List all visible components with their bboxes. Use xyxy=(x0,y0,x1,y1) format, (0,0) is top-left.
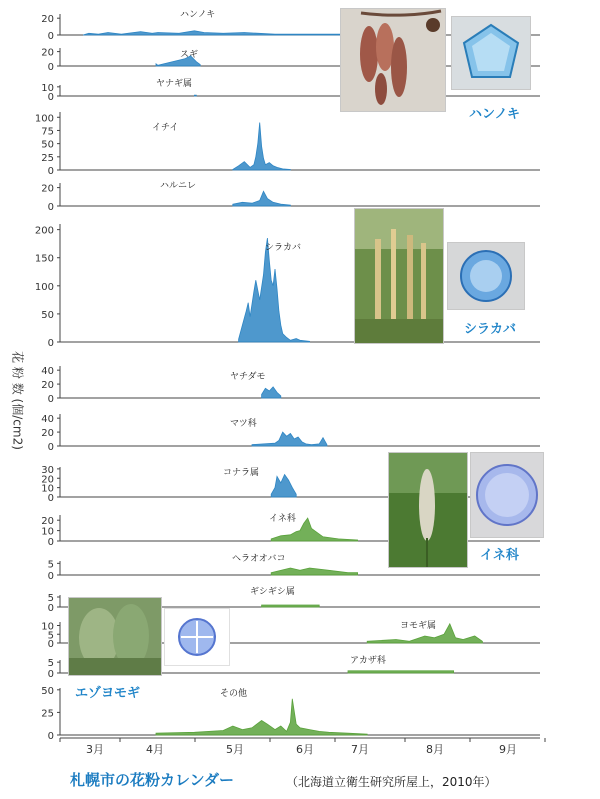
y-tick-label: 20 xyxy=(41,428,54,440)
grass-label: イネ科 xyxy=(480,548,519,563)
y-tick-label: 100 xyxy=(34,113,54,125)
grass-pollen-photo xyxy=(470,452,544,538)
y-tick-label: 20 xyxy=(41,47,54,59)
series-label: イネ科 xyxy=(269,514,296,524)
month-label: 9月 xyxy=(499,743,517,756)
y-tick-label: 50 xyxy=(41,685,54,697)
y-tick-label: 20 xyxy=(41,183,54,195)
y-tick-label: 0 xyxy=(47,571,54,582)
series-label: スギ xyxy=(180,50,199,60)
mugwort-pollen-photo xyxy=(164,608,230,666)
series-area xyxy=(262,387,281,398)
panel-7 xyxy=(41,414,540,453)
month-label: 3月 xyxy=(86,743,104,756)
panel-3 xyxy=(35,112,540,177)
series-label: マツ科 xyxy=(230,419,257,429)
series-label: ヤチダモ xyxy=(230,372,266,382)
birch-label: シラカバ xyxy=(464,322,517,337)
y-tick-label: 50 xyxy=(41,139,54,151)
y-tick-label: 20 xyxy=(41,516,54,528)
y-tick-label: 0 xyxy=(47,394,54,405)
series-label: アカザ科 xyxy=(350,656,386,666)
y-tick-label: 25 xyxy=(41,152,54,164)
y-tick-label: 0 xyxy=(47,442,54,453)
alder-catkin-photo xyxy=(340,8,446,112)
series-label: ヨモギ属 xyxy=(400,621,437,631)
series-label: コナラ属 xyxy=(223,468,260,478)
y-tick-label: 0 xyxy=(47,731,54,742)
y-tick-label: 0 xyxy=(47,202,54,213)
y-tick-label: 5 xyxy=(47,630,54,642)
month-label: 7月 xyxy=(351,743,369,756)
series-label: イチイ xyxy=(152,123,179,133)
series-area xyxy=(239,238,310,342)
y-tick-label: 20 xyxy=(41,474,54,486)
series-label: ハンノキ xyxy=(180,10,216,20)
series-label: ハルニレ xyxy=(160,181,197,191)
y-tick-label: 0 xyxy=(47,639,54,650)
series-area xyxy=(252,432,327,446)
y-tick-label: 5 xyxy=(47,658,54,670)
y-tick-label: 50 xyxy=(41,309,54,321)
month-label: 4月 xyxy=(146,743,164,756)
y-tick-label: 5 xyxy=(47,593,54,604)
series-area xyxy=(271,475,296,498)
month-label: 6月 xyxy=(296,743,314,756)
y-tick-label: 150 xyxy=(34,253,54,265)
y-tick-label: 40 xyxy=(41,414,54,426)
series-area xyxy=(233,191,291,206)
y-tick-label: 10 xyxy=(41,483,54,495)
series-area xyxy=(194,95,196,96)
panel-4 xyxy=(41,181,540,213)
y-tick-label: 75 xyxy=(41,126,54,138)
y-tick-label: 0 xyxy=(47,669,54,680)
chart-title: 札幌市の花粉カレンダー xyxy=(70,771,235,789)
mugwort-label: エゾヨモギ xyxy=(75,686,141,701)
y-tick-label: 0 xyxy=(47,537,54,548)
birch-pollen-photo xyxy=(447,242,525,310)
y-tick-label: 0 xyxy=(47,62,54,73)
series-area xyxy=(348,671,454,673)
series-label: その他 xyxy=(220,689,248,699)
y-tick-label: 0 xyxy=(47,31,54,42)
y-tick-label: 200 xyxy=(34,225,54,237)
y-tick-label: 40 xyxy=(41,366,54,378)
month-label: 8月 xyxy=(426,743,444,756)
y-tick-label: 0 xyxy=(47,338,54,349)
series-area xyxy=(262,605,320,607)
y-tick-label: 0 xyxy=(47,166,54,177)
birch-tree-photo xyxy=(354,208,444,344)
series-area xyxy=(271,568,357,575)
y-tick-label: 10 xyxy=(41,526,54,538)
panel-6 xyxy=(41,366,540,405)
series-label: ヘラオオバコ xyxy=(232,554,286,564)
series-label: ギシギシ属 xyxy=(250,587,295,597)
y-axis-label: 花 粉 数 (個/cm2) xyxy=(10,351,25,450)
y-tick-label: 0 xyxy=(47,603,54,614)
grass-photo xyxy=(388,452,468,568)
y-tick-label: 25 xyxy=(41,708,54,720)
y-tick-label: 0 xyxy=(47,493,54,504)
series-area xyxy=(83,31,367,35)
y-tick-label: 10 xyxy=(41,82,54,94)
alder-pollen-photo xyxy=(451,16,531,90)
series-label: ヤナギ属 xyxy=(156,79,193,89)
mugwort-photo xyxy=(68,597,162,676)
y-tick-label: 100 xyxy=(34,281,54,293)
chart-credit: （北海道立衛生研究所屋上，2010年） xyxy=(286,775,497,789)
series-area xyxy=(233,123,291,171)
y-tick-label: 30 xyxy=(41,464,54,476)
alder-label: ハンノキ xyxy=(469,107,520,122)
series-area xyxy=(156,699,367,735)
y-tick-label: 5 xyxy=(47,559,54,571)
y-tick-label: 0 xyxy=(47,92,54,103)
y-tick-label: 10 xyxy=(41,621,54,633)
y-tick-label: 20 xyxy=(41,14,54,26)
month-label: 5月 xyxy=(226,743,244,756)
series-label: シラカバ xyxy=(265,243,302,253)
y-tick-label: 20 xyxy=(41,380,54,392)
